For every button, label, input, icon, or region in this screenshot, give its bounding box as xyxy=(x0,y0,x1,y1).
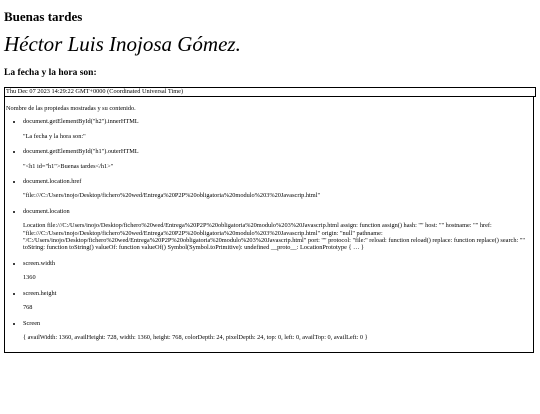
property-title: • document.location.href xyxy=(23,178,82,186)
property-item xyxy=(23,148,532,170)
property-value: "La fecha y la hora son:" xyxy=(23,132,86,140)
property-value: "<h1 id="h1">Buenas tardes</h1>" xyxy=(23,162,114,170)
property-value: { availWidth: 1360, availHeight: 728, width: 1360, height: 768, colorDepth: 24, pixelDepth: 24, top: 0, left: 0, availTop: 0, availLeft: 0 } xyxy=(23,333,368,341)
greeting-heading: Buenas tardes xyxy=(4,9,83,24)
property-item xyxy=(23,260,532,282)
property-value: 1360 xyxy=(23,274,36,282)
property-title: • document.getElementById("h1").outerHTML xyxy=(23,148,139,156)
property-title: • document.getElementById("h2").innerHTML xyxy=(23,118,139,126)
date-output-box: Thu Dec 07 2023 14:29:22 GMT+0000 (Coordinated Universal Time) xyxy=(4,87,536,97)
property-value: "file:///C:/Users/inojo/Desktop/fichero%20wed/Entrega%20P2P%20obligatoria%20modulo%203%20Javascrip.html" xyxy=(23,192,321,200)
property-item xyxy=(23,290,532,312)
name-heading: Héctor Luis Inojosa Gómez. xyxy=(4,32,241,56)
property-value: Location file:///C:/Users/inojo/Desktop/fichero%20wed/Entrega%20P2P%20obligatoria%20modulo%203%20Javascrip.html assign: function assign() hash: "" host: "" hostname: "" href: "file:///C:/Users/inojo/Desktop/fichero%20wed/Entrega%20P2P%20obligatoria%20modulo%203%20Javascrip.html" origin: "null" pathname: "/C:/Users/inojo/Desktop/fichero%20wed/Entrega%20P2P%20obligatoria%20modulo%203%20Javascrip.html" port: "" protocol: "file:" reload: function reload() replace: function replace() search: "" toString: function toString() valueOf: function valueOf() Symbol(Symbol.toPrimitive): undefined __proto__: LocationPrototype { … } xyxy=(23,222,525,252)
date-label-heading: La fecha y la hora son: xyxy=(4,68,97,78)
properties-panel xyxy=(4,97,534,353)
property-title: • screen.width xyxy=(23,259,55,267)
property-value: 768 xyxy=(23,304,33,312)
property-item xyxy=(23,178,532,200)
properties-list xyxy=(6,118,532,341)
property-item xyxy=(23,320,532,342)
property-title: • Screen xyxy=(23,319,41,327)
properties-intro: Nombre de las propiedas mostradas y su contenido. xyxy=(6,105,136,112)
property-title: • document.location xyxy=(23,207,70,215)
property-item xyxy=(23,208,532,252)
page xyxy=(0,9,540,353)
property-title: • screen.height xyxy=(23,289,57,297)
property-item xyxy=(23,118,532,140)
